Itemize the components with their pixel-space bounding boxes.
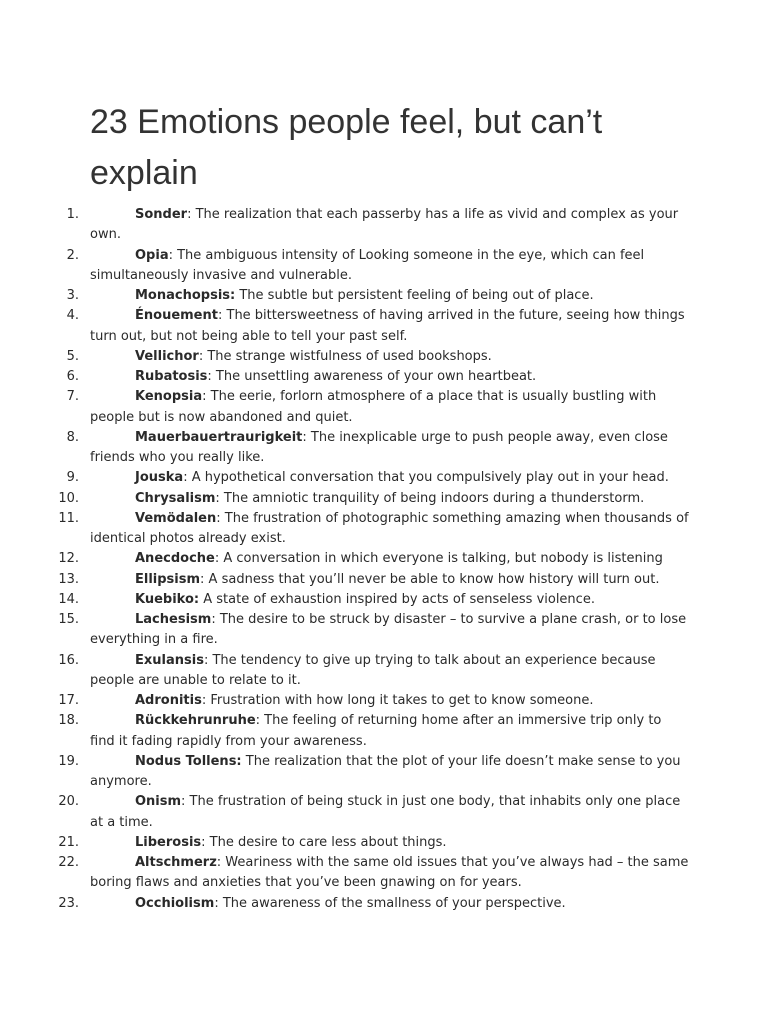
item-number: 12. [58, 551, 79, 567]
term: Occhiolism [135, 895, 215, 911]
item-number: 11. [58, 510, 79, 526]
term: Liberosis [135, 834, 202, 850]
list-item [0, 509, 690, 550]
list-item [0, 691, 690, 711]
definition: : The bittersweetness of having arrived in the future, seeing how things turn out, but not being able to tell your past self. [90, 308, 685, 344]
term: Jouska [135, 470, 184, 486]
list-item [0, 853, 690, 894]
item-number: 23. [58, 895, 79, 911]
item-number: 5. [66, 348, 79, 364]
list-item [0, 752, 690, 793]
item-number: 21. [58, 834, 79, 850]
item-number: 18. [58, 713, 79, 729]
list-item [0, 570, 690, 590]
list-item [0, 306, 690, 347]
item-number: 14. [58, 591, 79, 607]
item-number: 17. [58, 693, 79, 708]
definition: : The feeling of returning home after an immersive trip only to find it fading rapidly from your awareness. [90, 713, 662, 749]
item-number: 9. [66, 470, 79, 486]
definition: : A hypothetical conversation that you compulsively play out in your head. [183, 470, 669, 486]
definition: : The inexplicable urge to push people away, even close friends who you really like. [90, 429, 668, 465]
definition: : The ambiguous intensity of Looking someone in the eye, which can feel simultaneously invasive and vulnerable. [90, 247, 645, 283]
definition: : The realization that each passerby has a life as vivid and complex as your own. [90, 207, 679, 243]
definition: A state of exhaustion inspired by acts of senseless violence. [199, 591, 595, 607]
list-item [0, 610, 690, 651]
term: Opia [135, 247, 169, 263]
item-number: 6. [66, 369, 79, 384]
definition: : A conversation in which everyone is talking, but nobody is listening [214, 551, 663, 567]
item-number: 15. [58, 612, 79, 627]
term: Vellichor [135, 348, 199, 364]
list-item [0, 833, 690, 853]
term: Monachopsis: [135, 288, 236, 303]
list-item [0, 246, 690, 287]
item-number: 20. [58, 794, 79, 810]
definition: : The eerie, forlorn atmosphere of a place that is usually bustling with people but is now abandoned and quiet. [90, 389, 657, 425]
definition: : The awareness of the smallness of your perspective. [214, 895, 566, 911]
list-item [0, 489, 690, 509]
definition: : The amniotic tranquility of being indoors during a thunderstorm. [215, 490, 645, 506]
definition: The realization that the plot of your life doesn’t make sense to you anymore. [90, 753, 681, 789]
definition: : Frustration with how long it takes to get to know someone. [201, 693, 594, 708]
list-item [0, 792, 690, 833]
term: Vemödalen [135, 510, 217, 526]
definition: The subtle but persistent feeling of being out of place. [235, 288, 594, 303]
definition: : The frustration of being stuck in just one body, that inhabits only one place at a time. [90, 794, 681, 830]
term: Rückkehrunruhe [135, 713, 256, 729]
term: Sonder [135, 207, 188, 222]
list-item [0, 549, 690, 569]
item-number: 19. [58, 753, 79, 769]
list-item [0, 894, 690, 914]
term: Onism [135, 794, 182, 810]
term: Altschmerz [135, 855, 217, 870]
list-item [0, 711, 690, 752]
list-item [0, 387, 690, 428]
term: Kenopsia [135, 389, 203, 405]
list-item [0, 590, 690, 610]
term: Lachesism [135, 612, 212, 627]
definition: : The tendency to give up trying to talk about an experience because people are unable to relate to it. [90, 652, 656, 688]
list-item [0, 468, 690, 488]
term: Ellipsism [135, 571, 201, 587]
term: Énouement [135, 308, 218, 324]
list-item [0, 205, 690, 246]
definition: : The desire to care less about things. [201, 834, 447, 850]
item-number: 4. [66, 308, 79, 324]
definition: : The desire to be struck by disaster – to survive a plane crash, or to lose everything in a fire. [90, 612, 687, 648]
term: Nodus Tollens: [135, 753, 242, 769]
term: Rubatosis [135, 369, 208, 384]
term: Exulansis [135, 652, 204, 668]
item-number: 22. [58, 855, 79, 870]
definition: : The frustration of photographic something amazing when thousands of identical photos already exist. [90, 510, 689, 546]
page-title: 23 Emotions people feel, but can’t explain [90, 103, 603, 192]
emotion-list [0, 205, 768, 914]
item-number: 8. [66, 429, 79, 445]
list-item [0, 651, 690, 692]
item-number: 3. [66, 288, 79, 303]
term: Kuebiko: [135, 591, 200, 607]
term: Chrysalism [135, 490, 216, 506]
item-number: 10. [58, 490, 79, 506]
definition: : A sadness that you’ll never be able to know how history will turn out. [200, 571, 660, 587]
list-item [0, 428, 690, 469]
list-item [0, 367, 690, 387]
definition: : Weariness with the same old issues that you’ve always had – the same boring flaws and anxieties that you’ve been gnawing on for years. [90, 855, 689, 891]
term: Adronitis [135, 693, 202, 708]
definition: : The strange wistfulness of used bookshops. [198, 348, 492, 364]
term: Mauerbauertraurigkeit [135, 429, 303, 445]
list-item [0, 347, 690, 367]
list-item [0, 286, 690, 306]
item-number: 1. [66, 207, 79, 222]
term: Anecdoche [135, 551, 215, 567]
item-number: 2. [66, 247, 79, 263]
item-number: 7. [66, 389, 79, 405]
item-number: 13. [58, 571, 79, 587]
item-number: 16. [58, 652, 79, 668]
definition: : The unsettling awareness of your own heartbeat. [207, 369, 537, 384]
